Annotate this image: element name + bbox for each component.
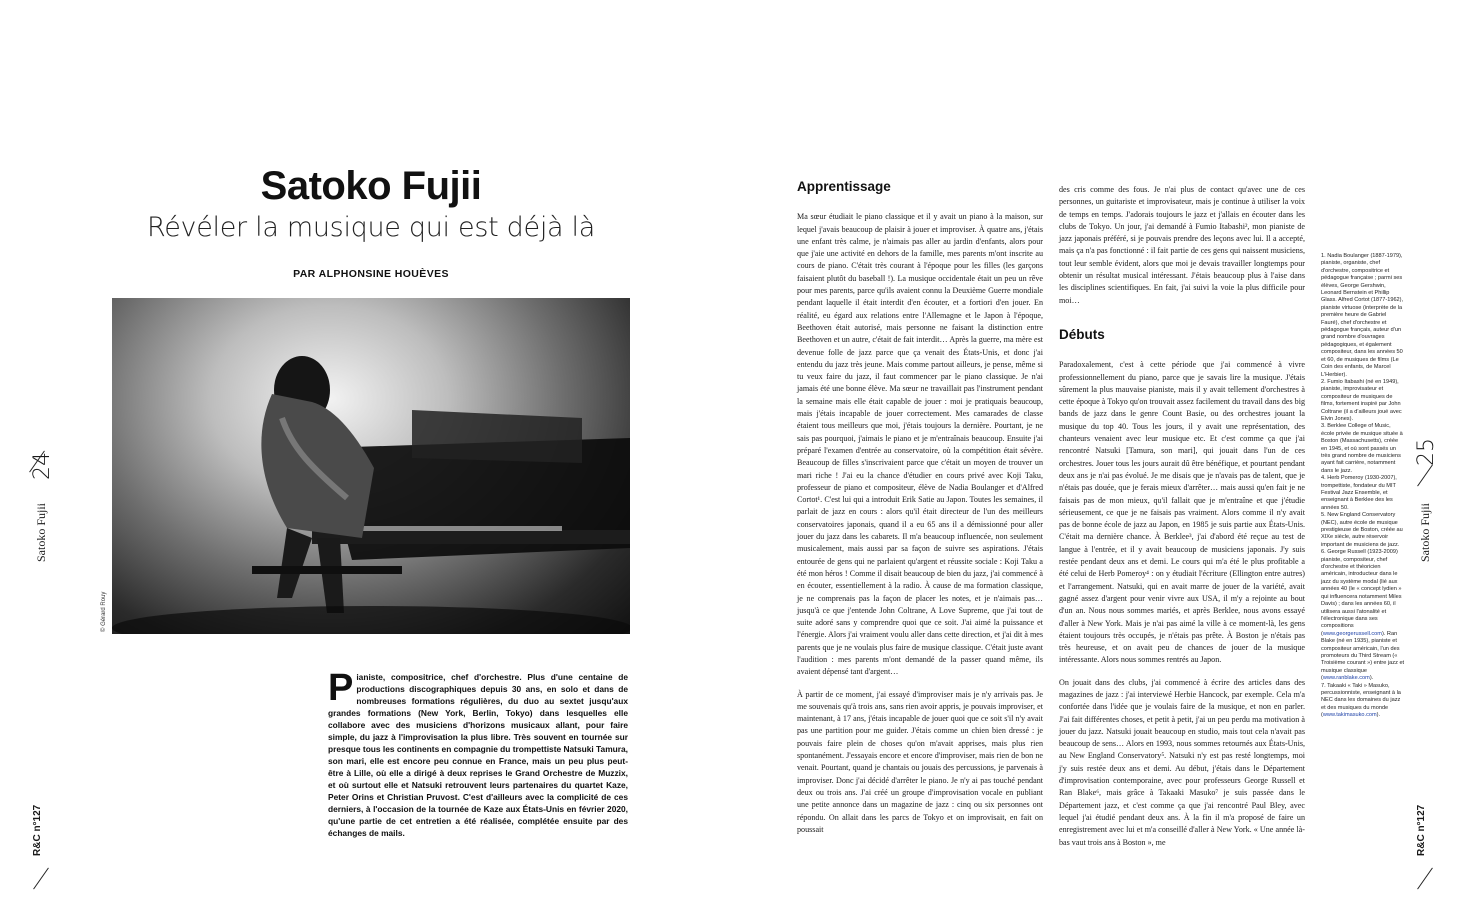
photo-credit: © Gérard Rouy [101, 591, 107, 632]
footnote: 3. Berklee College of Music, école privée de musique située à Boston (Massachusetts), créée en 1945, et où sont passés un très grand nombre de musiciens ayant fait carrière, notamment dans le jazz. [1321, 423, 1403, 474]
running-title-left: Satoko Fujii [34, 502, 48, 562]
section-heading-debuts: Débuts [1059, 326, 1105, 342]
page-number-left: 24 [30, 452, 55, 480]
text-column-1 [797, 181, 1043, 836]
footnote: 7. Takaaki « Taki » Masuko, percussionniste, enseignant à la NEC dans les domaines du jazz et des musiques du monde (www.takimasuko.com). [1321, 682, 1401, 719]
byline: PAR ALPHONSINE HOUÈVES [293, 268, 449, 280]
text-column-2 [1059, 184, 1305, 849]
magazine-issue-left: R&C n°127 [32, 804, 43, 856]
footnote: 2. Fumio Itabashi (né en 1949), pianiste, improvisateur et compositeur de musiques de films, fortement inspiré par John Coltrane (il a d'ailleurs joué avec Elvin Jones). [1321, 378, 1402, 422]
footnote-link[interactable]: www.georgerussell.com [1322, 630, 1382, 637]
pianist-illustration [112, 298, 630, 634]
folio-slash [1417, 465, 1433, 487]
running-title-right: Satoko Fujii [1418, 502, 1432, 562]
footnotes [1321, 253, 1405, 720]
footnote-link[interactable]: www.takimasuko.com [1322, 712, 1377, 719]
intro-text: ianiste, compositrice, chef d'orchestre. Plus d'une centaine de productions discographiques depuis 30 ans, en solo et dans de nombreuses formations régulières, du duo au sextet jusqu'aux grandes formations (New York, Berlin, Tokyo) dans lesquelles elle collabore avec des musiciens d'horizons musicaux allant, pour faire simple, du jazz à l'improvisation la plus libre. Très souvent en tournée sur presque tous les continents en compagnie du trompettiste Natsuki Tamura, son mari, elle est encore peu connue en France, mais un peu plus peut-être à Lille, où elle a dirigé à deux reprises le Grand Orchestre de Muzzix, et où surtout elle et Natsuki retrouvent leurs partenaires du quartet Kaze, Peter Orins et Christian Pruvost. C'est d'ailleurs avec la complicité de ces derniers, à l'occasion de la tournée de Kaze aux États-Unis en février 2020, qu'une partie de cet entretien a été réalisée, complétée ensuite par des échanges de mails. [328, 672, 629, 838]
body-paragraph: On jouait dans des clubs, j'ai commencé à écrire des articles dans des magazines de jazz : j'ai interviewé Herbie Hancock, par exemple. Cela m'a confortée dans l'idée que je voulais faire de la musique, et non en parler. J'ai fait différentes choses, et petit à petit, j'ai un peu perdu ma motivation à jouer du jazz. Natsuki jouait beaucoup en studio, mais tout cela n'avait pas beaucoup de sens… Alors en 1993, nous sommes retournés aux États-Unis, au New England Conservatory⁵. Natsuki n'y est pas resté longtemps, moi j'y suis restée deux ans et demi. Au début, j'étais dans le Département d'improvisation contemporaine, avec pour professeurs George Russell et Ran Blake⁶, mais grâce à Takaaki Masuko⁷ je suis passée dans le Département jazz, et c'est comme ça que j'ai rencontré Paul Bley, avec lequel j'ai étudié pendant deux ans. À la fin il m'a proposé de faire un enregistrement avec lui et m'a conseillé d'aller à New York. « Une année là-bas vaut trois ans à Boston », me [1059, 677, 1305, 847]
body-paragraph: Ma sœur étudiait le piano classique et il y avait un piano à la maison, sur lequel j'avais beaucoup de plaisir à jouer et improviser. À quatre ans, j'étais une enfant très calme, je n'aimais pas aller au jardin d'enfants, alors pour que j'aie une activité en dehors de la famille, mes parents m'ont inscrite au cours de piano. C'était très courant à l'époque pour les filles (les garçons faisaient plutôt du baseball !). La musique occidentale était un peu un rêve pour mes parents, parce qu'ils avaient connu la Deuxième Guerre mondiale pendant laquelle il était interdit d'en écouter, et a fortiori d'en jouer. En réalité, eu égard aux relations entre l'Allemagne et le Japon à l'époque, Beethoven était autorisé, mais personne ne faisant la distinction entre Beethoven et un autre, c'était de fait interdit… Après la guerre, ma mère est devenue folle de jazz parce que ça venait des États-Unis, et donc j'ai entendu du jazz très jeune. Mais comme partout ailleurs, je pense, même si tu veux faire du jazz, il faut commencer par le piano classique. Je n'ai jamais été une bonne élève. Ma sœur ne travaillait pas l'instrument pendant la semaine mais elle était capable de jouer : moi je pratiquais beaucoup, mais j'étais incapable de jouer correctement. Mes camarades de classe étaient tous meilleurs que moi, j'étais toujours la dernière. Pourtant, je ne sais pas pourquoi, j'aimais le piano et je m'entraînais beaucoup. Ensuite j'ai préparé l'examen d'entrée au conservatoire, où la compétition était sévère. Beaucoup de filles s'inscrivaient parce que c'était un moyen de trouver un mari riche ! J'ai eu la chance d'étudier en cours privé avec Koji Taku, professeur de piano et compositeur, élève de Nadia Boulanger et d'Alfred Cortot¹. C'est lui qui a introduit Erik Satie au Japon. Toutes les semaines, il parlait de jazz en cours : alors qu'il était directeur de l'un des meilleurs conservatoires japonais, quand il a eu 65 ans il a démissionné pour aller jouer du jazz dans les cabarets. Il m'a beaucoup influencée, non seulement musicalement, mais aussi par sa façon de suivre ses aspirations. J'étais entourée de gens qui ne parlaient qu'argent et réussite sociale : Koji Taku a été mon héros ! Comme il disait beaucoup de bien du jazz, j'ai commencé à en écouter, essentiellement à la radio. À cause de ma formation classique, je ne comprenais pas la façon de placer les notes, et je n'aimais pas… jusqu'à ce que j'entende John Coltrane, A Love Supreme, que j'ai tout de suite adoré sans y comprendre quoi que ce soit. J'ai aimé la puissance et l'énergie. Alors j'ai vraiment voulu aller dans cette direction, et j'ai dit à mes parents que je ne voulais plus faire de musique classique. C'était juste avant l'audition : mes parents m'ont demandé de la passer quand même, ils avaient dépensé tant d'argent… [797, 212, 1043, 677]
magazine-issue-right: R&C n°127 [1416, 804, 1427, 856]
body-paragraph: À partir de ce moment, j'ai essayé d'improviser mais je n'y arrivais pas. Je me souvenais qu'à trois ans, sans rien avoir appris, je pouvais improviser, et maintenant, à 17 ans, j'étais incapable de jouer quoi que ce soit s'il n'y avait pas une partition pour me guider. J'étais comme un chien bien dressé : je pouvais faire plein de choses qu'on m'avait apprises, mais plus rien spontanément. J'essayais encore et encore d'improviser, mais rien de bon ne venait. Pourtant, quand je chantais ou jouais des percussions, je parvenais à improviser. Donc j'ai décidé d'arrêter le piano. Je n'y ai pas touché pendant deux ou trois ans. J'ai créé un groupe d'improvisation vocale en publiant une petite annonce dans un magazine de jazz : cinq ou six personnes ont répondu. On allait dans les parcs de Tokyo et on improvisait, en fait on poussait [797, 689, 1043, 834]
body-paragraph: Paradoxalement, c'est à cette période que j'ai commencé à vivre professionnellement du piano, parce que je savais lire la musique. J'étais sûrement la plus mauvaise pianiste, mais il y avait tellement d'orchestres à cette époque à Tokyo qu'on trouvait assez facilement du travail dans des big bands de jazz dans le genre Count Basie, ou des orchestres jouant la musique du top 40. Tous les jours, il y avait une représentation, des chanteurs venaient avec leur musique etc. Et c'est comme ça que j'ai rencontré Natsuki [Tamura, son mari], qui jouait dans l'un de ces orchestres. Jouer tous les jours aurait dû être bénéfique, et pourtant pendant deux ans je n'ai pas évolué. Je me disais que je n'avais pas de talent, que je n'étais pas douée, que je ferais mieux d'arrêter… mais aussi qu'en fait je ne faisais pas de mon mieux, qu'il fallait que je m'entraîne et que j'étudie sérieusement, ce que je ne faisais pas vraiment. Alors comme il n'y avait pas de bonne école de jazz au Japon, en 1985 je suis partie aux États-Unis. C'était ma dernière chance. À Berklee³, j'ai d'abord été reçue au test de langue à l'entrée, et il y avait beaucoup de musiciens japonais. J'y suis restée pendant deux ans et demi. Le cours qui m'a été le plus profitable a été celui de Herb Pomeroy⁴ : on y étudiait l'écriture (Ellington entre autres) et l'arrangement. Natsuki, qui en avait marre de jouer de la variété, avait gagné assez d'argent pour venir vivre aux USA, il m'y a rejointe au bout d'un an. Nous nous sommes mariés, et après Berklee, nous avons essayé d'aller à New York. Mais je n'ai pas aimé la ville à ce moment-là, les gens étaient toujours très occupés, je n'étais pas prête. À Boston je n'étais pas très heureuse, et on avait peu de chances de jouer de la musique intéressante. Alors nous sommes rentrés au Japon. [1059, 360, 1305, 665]
article-title: Satoko Fujii [260, 164, 482, 208]
drop-cap: P [328, 667, 354, 709]
footnote: 6. George Russell (1923-2009) pianiste, compositeur, chef d'orchestre et théoricien américain, introducteur dans le jazz du système modal (lié aux années 40 (le « concept lydien » qui influencera notamment Miles Davis) ; dans les années 60, il utilisera aussi l'atonalité et l'électronique dans ses compositions (www.georgerussell.com). Ran Blake (né en 1935), pianiste et compositeur américain, l'un des promoteurs du Third Stream (« Troisième courant ») entre jazz et musique classique (www.ranblake.com). [1321, 549, 1405, 682]
folio-slash [33, 868, 49, 890]
footnote: 4. Herb Pomeroy (1930-2007), trompettiste, fondateur du MIT Festival Jazz Ensemble, et enseignant à Berklee des les années 50. [1321, 475, 1397, 511]
article-subtitle: Révéler la musique qui est déjà là [146, 212, 595, 243]
footnote-link[interactable]: www.ranblake.com [1322, 675, 1370, 682]
footnote: 5. New England Conservatory (NEC), autre école de musique prestigieuse de Boston, créée au XIXe siècle, autre réservoir important de musiciens de jazz. [1321, 512, 1403, 548]
folio-slash [1417, 868, 1433, 890]
body-paragraph: des cris comme des fous. Je n'ai plus de contact qu'avec une de ces personnes, un guitariste et improvisateur, mais je continue à utiliser la voix de temps en temps. J'adorais toujours le jazz et j'allais en écouter dans les clubs de Tokyo. Un jour, j'ai demandé à Fumio Itabashi², mon pianiste de jazz japonais préféré, si je pouvais prendre des leçons avec lui. Il a accepté, mais ça n'a pas fonctionné : il fait partie de ces gens qui naissent musiciens, tout leur semble évident, alors que moi je devais travailler longtemps pour obtenir un résultat musical intéressant. J'étais beaucoup plus à l'aise dans les disciplines scientifiques. En fait, j'ai suivi la voie la plus difficile pour moi… [1059, 185, 1305, 305]
footnote: 1. Nadia Boulanger (1887-1979), pianiste, organiste, chef d'orchestre, compositrice et pédagogue française ; parmi ses élèves, George Gershwin, Leonard Bernstein et Phillip Glass. Alfred Cortot (1877-1962), pianiste virtuose (interprète de la première heure de Gabriel Fauré), chef d'orchestre et pédagogue français, auteur d'un grand nombre d'ouvrages pédagogiques, et également compositeur, dans les années 50 et 60, de musiques de films (Le Coin des enfants, de Marcel L'Herbier). [1321, 253, 1404, 378]
section-heading-apprentissage: Apprentissage [797, 179, 891, 194]
pianist-photo [112, 298, 630, 634]
intro-paragraph [328, 667, 629, 839]
page-number-right: 25 [1414, 438, 1439, 466]
